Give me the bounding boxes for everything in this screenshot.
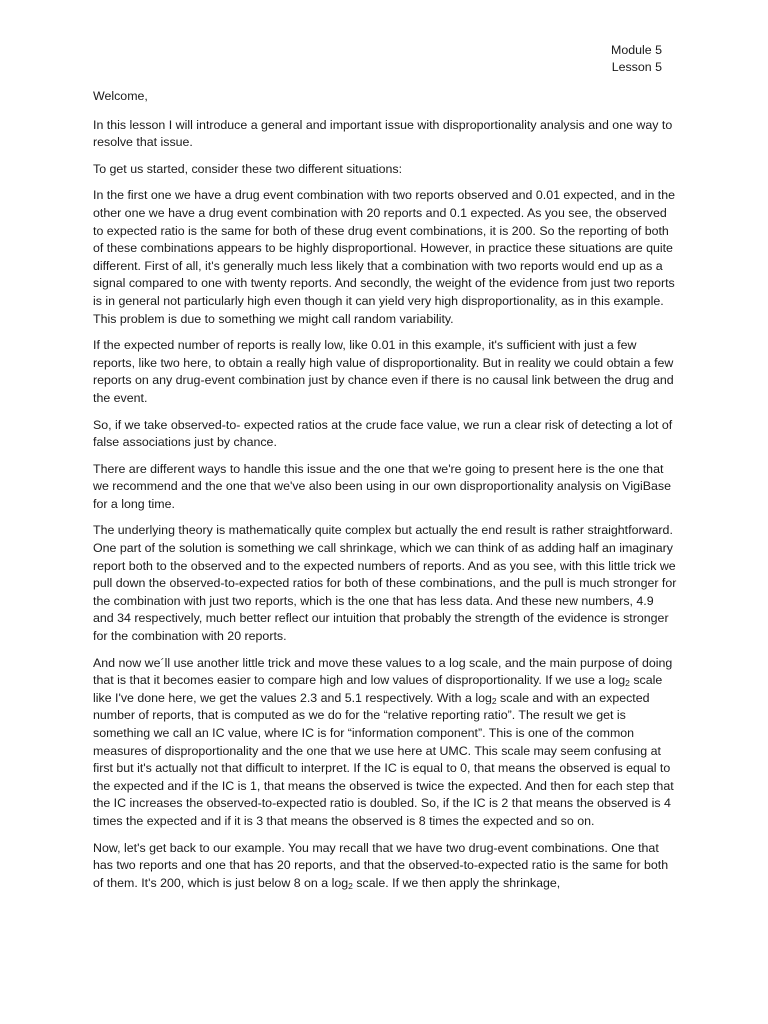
paragraph-shrinkage: The underlying theory is mathematically quite complex but actually the end result is rather straightforward. One part of the solution is something we call shrinkage, which we can think of as adding half an imaginary report both to the observed and to the expected numbers of reports. And as you see, with this little trick we pull down the observed-to-expected ratios for both of these combinations, and the pull is much stronger for the combination with just two reports, which is the one that has less data. And these new numbers, 4.9 and 34 respectively, much better reflect our intuition that probably the strength of the evidence is stronger for the combination with 20 reports. (93, 523, 677, 644)
greeting: Welcome, (93, 89, 148, 103)
paragraph-example: In the first one we have a drug event combination with two reports observed and 0.01 expected, and in the other one we have a drug event combination with 20 reports and 0.1 expected. As you see, the observed to expected ratio is the same for both of these drug event combinations, it is 200. So the reporting of both of these combinations appears to be highly disproportional. However, in practice these situations are quite different. First of all, it's generally much less likely that a combination with two reports would end up as a signal compared to one with twenty reports. And secondly, the weight of the evidence from just two reports is in general not particularly high even though it can yield very high disproportionality, as in this example. This problem is due to something we might call random variability. (93, 188, 676, 326)
lesson-label: Lesson 5 (611, 60, 662, 74)
paragraph-log-scale (93, 655, 677, 831)
module-label: Module 5 (611, 43, 662, 57)
log-text-1: And now we´ll use another little trick and move these values to a log scale, and the main purpose of doing that is that it becomes easier to compare high and low values of disproportionality. If we use a log (93, 655, 673, 688)
paragraph-recommendation: There are different ways to handle this issue and the one that we're going to present here is the one that we recommend and the one that we've also been using in our own disproportionality analysis on VigiBase for a long time. (93, 461, 671, 511)
paragraph-false-associations: So, if we take observed-to- expected ratios at the crude face value, we run a clear risk of detecting a lot of false associations just by chance. (93, 417, 673, 450)
paragraph-situations: To get us started, consider these two different situations: (93, 161, 403, 176)
log-subscript-1: 2 (625, 678, 630, 689)
log-text-2: scale like I've done here, we get the values 2.3 and 5.1 respectively. With a log (93, 673, 663, 705)
document-body (93, 88, 677, 901)
log-text-3: scale and with an expected number of reports, that is computed as we do for the “relative reporting ratio”. The result we get is something we call an IC value, where IC is for “information component”. This is one of the common measures of disproportionality and the one that we use here at UMC. This scale may seem confusing at first but it's actually not that difficult to interpret. If the IC is equal to 0, that means the observed is equal to the expected and if the IC is 1, that means the observed is twice the expected. And then for each step that the IC increases the observed-to-expected ratio is doubled. So, if the IC is 2 that means the observed is 4 times the expected and if it is 3 that means the observed is 8 times the expected and so on. (93, 690, 674, 828)
paragraph-intro: In this lesson I will introduce a general and important issue with disproportionality analysis and one way to resolve that issue. (93, 117, 673, 150)
final-subscript-1: 2 (348, 880, 353, 891)
paragraph-back-to-example (93, 840, 677, 893)
final-text-2: scale. If we then apply the shrinkage, (352, 875, 561, 890)
final-text-1: Now, let's get back to our example. You may recall that we have two drug-event combinations. One that has two reports and one that has 20 reports, and that the observed-to-expected ratio is the same for both of them. It's 200, which is just below 8 on a log (93, 840, 669, 890)
log-subscript-2: 2 (491, 695, 497, 706)
paragraph-low-expected: If the expected number of reports is really low, like 0.01 in this example, it's sufficient with just a few reports, like two here, to obtain a really high value of disproportionality. But in reality we could obtain a few reports on any drug-event combination just by chance even if there is no causal link between the drug and the event. (93, 338, 674, 405)
page-header (611, 42, 662, 76)
